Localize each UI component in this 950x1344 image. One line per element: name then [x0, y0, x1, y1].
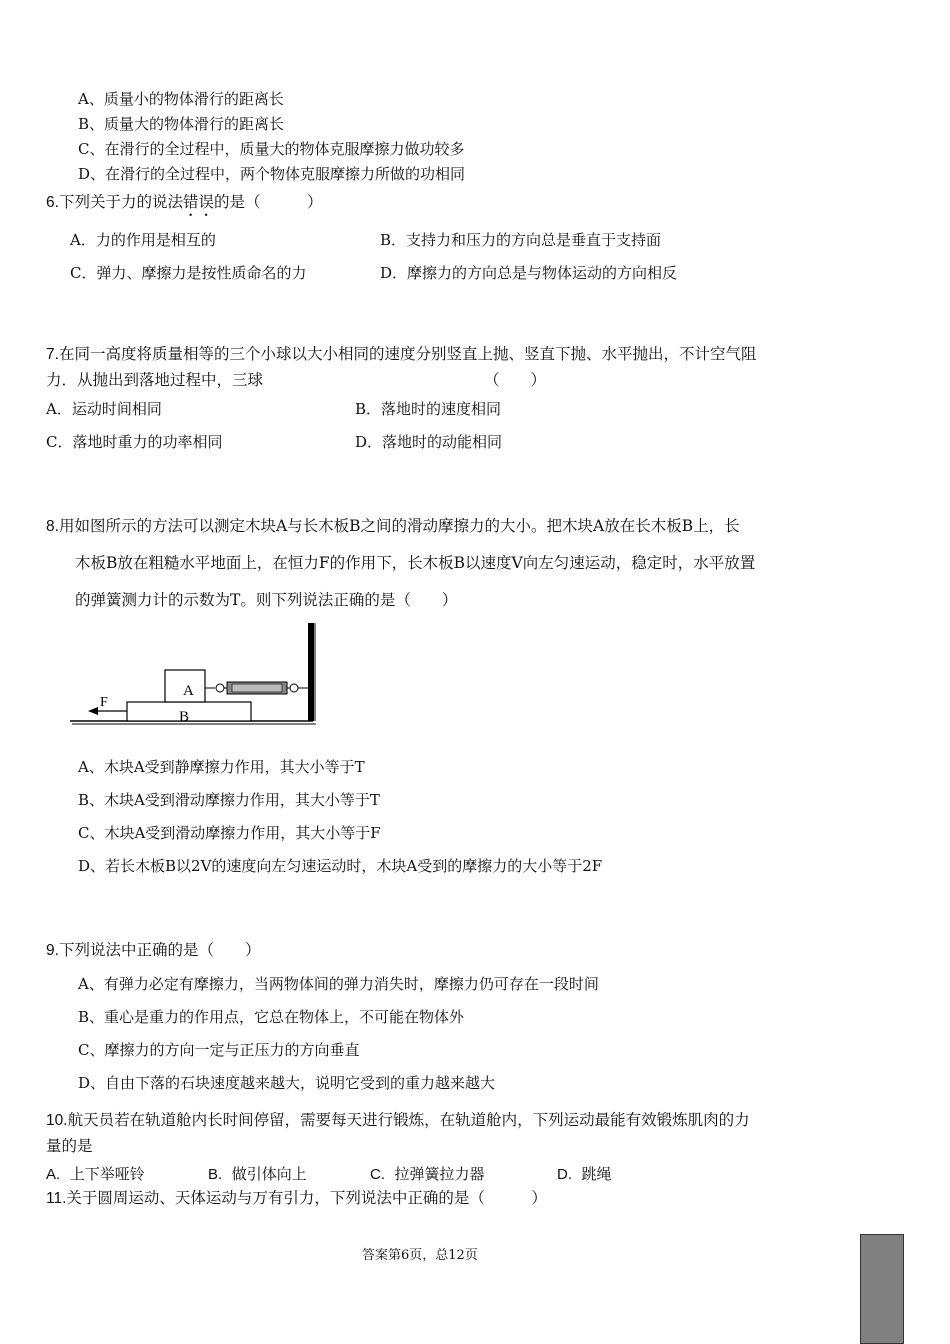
q8-option-a: A、木块A受到静摩擦力作用，其大小等于T	[78, 758, 365, 776]
question-8-line3: 的弹簧测力计的示数为T。则下列说法正确的是（ ）	[75, 591, 458, 609]
option-letter: D.	[557, 1166, 572, 1183]
option-letter: B.	[208, 1166, 223, 1183]
q9-option-a: A、有弹力必定有摩擦力，当两物体间的弹力消失时，摩擦力仍可存在一段时间	[78, 975, 599, 993]
page-footer: 答案第6页，总12页	[362, 1248, 478, 1263]
option-letter: A.	[46, 1166, 61, 1183]
stem-text: 用如图所示的方法可以测定木块A与长木板B之间的滑动摩擦力的大小。把木块A放在长木板B上，长	[58, 517, 740, 535]
label-b: B	[179, 709, 190, 725]
q7-option-c: C．落地时重力的功率相同	[46, 433, 223, 451]
q8-option-d: D、若长木板B以2V的速度向左匀速运动时，木块A受到的摩擦力的大小等于2F	[78, 857, 603, 875]
q10-option-c	[370, 1164, 485, 1185]
q5-option-c: C、在滑行的全过程中，质量大的物体克服摩擦力做功较多	[78, 140, 465, 158]
q6-option-b: B．支持力和压力的方向总是垂直于支持面	[380, 231, 662, 249]
label-a: A	[183, 683, 194, 699]
q6-option-a: A．力的作用是相互的	[70, 231, 216, 249]
q6-option-c: C．弹力、摩擦力是按性质命名的力	[70, 264, 307, 282]
question-11-stem	[46, 1188, 547, 1209]
emphasis-dotted: 错误	[182, 193, 214, 211]
q5-option-d: D、在滑行的全过程中，两个物体克服摩擦力所做的功相同	[78, 165, 466, 183]
stem-text: 下列关于力的说法	[58, 193, 183, 211]
question-number: 11.	[46, 1190, 67, 1207]
question-7-line2: 力．从抛出到落地过程中，三球	[46, 371, 264, 389]
friction-apparatus-figure	[60, 618, 330, 730]
question-8-line2: 木板B放在粗糙水平地面上，在恒力F的作用下，长木板B以速度V向左匀速运动，稳定时，水平放置	[75, 554, 756, 572]
q9-option-d: D、自由下落的石块速度越来越大，说明它受到的重力越来越大	[78, 1074, 496, 1092]
q10-option-a	[46, 1164, 145, 1185]
stem-text: 在同一高度将质量相等的三个小球以大小相同的速度分别竖直上抛、竖直下抛、水平抛出，不计空气阻	[58, 345, 757, 363]
option-text: 拉弹簧拉力器	[394, 1165, 485, 1183]
question-9-stem	[46, 940, 260, 961]
option-text: 跳绳	[581, 1165, 612, 1183]
question-number: 7.	[46, 346, 59, 363]
stem-text: 航天员若在轨道舱内长时间停留，需要每天进行锻炼，在轨道舱内，下列运动最能有效锻炼肌肉的力	[67, 1111, 750, 1129]
q5-option-a: A、质量小的物体滑行的距离长	[78, 90, 284, 108]
question-10-line2: 量的是	[46, 1137, 93, 1155]
q10-option-d	[557, 1164, 612, 1185]
stem-text: 关于圆周运动、天体运动与万有引力，下列说法中正确的是（ ）	[66, 1189, 547, 1207]
option-letter: C.	[370, 1166, 385, 1183]
question-number: 8.	[46, 518, 59, 535]
q8-option-c: C、木块A受到滑动摩擦力作用，其大小等于F	[78, 824, 381, 842]
q6-option-d: D．摩擦力的方向总是与物体运动的方向相反	[380, 264, 678, 282]
q10-option-b	[208, 1164, 307, 1185]
question-number: 10.	[46, 1112, 68, 1129]
q7-option-d: D．落地时的动能相同	[355, 433, 503, 451]
option-text: 上下举哑铃	[69, 1165, 145, 1183]
option-text: 做引体向上	[231, 1165, 307, 1183]
answer-paren: （ ）	[484, 371, 547, 389]
question-7-line1	[46, 344, 756, 365]
q7-option-b: B．落地时的速度相同	[355, 400, 502, 418]
q9-option-c: C、摩擦力的方向一定与正压力的方向垂直	[78, 1041, 360, 1059]
question-10-line1	[46, 1110, 750, 1131]
stem-text: 下列说法中正确的是（ ）	[58, 941, 261, 959]
q5-option-b: B、质量大的物体滑行的距离长	[78, 115, 285, 133]
label-f: F	[100, 695, 108, 710]
stem-text: 的是（ ）	[213, 193, 323, 211]
margin-grey-block	[860, 1234, 904, 1344]
question-number: 9.	[46, 942, 59, 959]
question-8-line1	[46, 516, 740, 537]
question-number: 6.	[46, 194, 59, 211]
q9-option-b: B、重心是重力的作用点，它总在物体上，不可能在物体外	[78, 1008, 465, 1026]
question-6-stem	[46, 192, 322, 220]
q8-option-b: B、木块A受到滑动摩擦力作用，其大小等于T	[78, 791, 380, 809]
q7-option-a: A．运动时间相同	[46, 400, 162, 418]
